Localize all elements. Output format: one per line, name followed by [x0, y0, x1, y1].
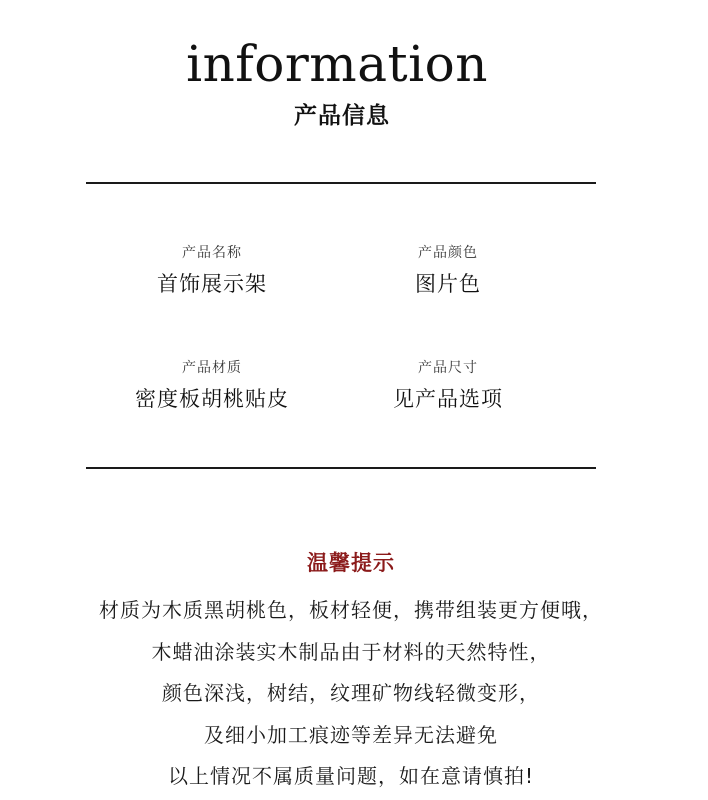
notice-lines [0, 590, 702, 798]
notice-line: 材质为木质黑胡桃色，板材轻便，携带组装更方便哦， [99, 598, 603, 622]
spec-item-color [348, 243, 548, 300]
spec-value: 图片色 [415, 272, 481, 296]
spec-label: 产品材质 [182, 360, 242, 376]
notice-line: 及细小加工痕迹等差异无法避免 [204, 722, 498, 747]
title-chinese: 产品信息 [294, 103, 390, 129]
title-english: information [186, 35, 488, 93]
spec-label: 产品名称 [182, 245, 242, 261]
spec-value: 首饰展示架 [157, 272, 267, 296]
divider-top [86, 182, 596, 184]
spec-item-name [112, 243, 312, 300]
notice-line: 以上情况不属质量问题，如在意请慎拍! [167, 764, 535, 788]
spec-value: 见产品选项 [393, 387, 503, 411]
notice-line: 颜色深浅，树结，纹理矿物线轻微变形， [162, 681, 540, 705]
spec-item-size [348, 358, 548, 415]
spec-label: 产品颜色 [418, 245, 478, 261]
notice-line: 木蜡油涂装实木制品由于材料的天然特性， [151, 639, 551, 664]
divider-bottom [86, 467, 596, 469]
spec-item-material [112, 358, 312, 415]
notice-title: 温馨提示 [307, 551, 395, 575]
spec-value: 密度板胡桃贴皮 [135, 387, 289, 411]
spec-label: 产品尺寸 [418, 360, 478, 376]
